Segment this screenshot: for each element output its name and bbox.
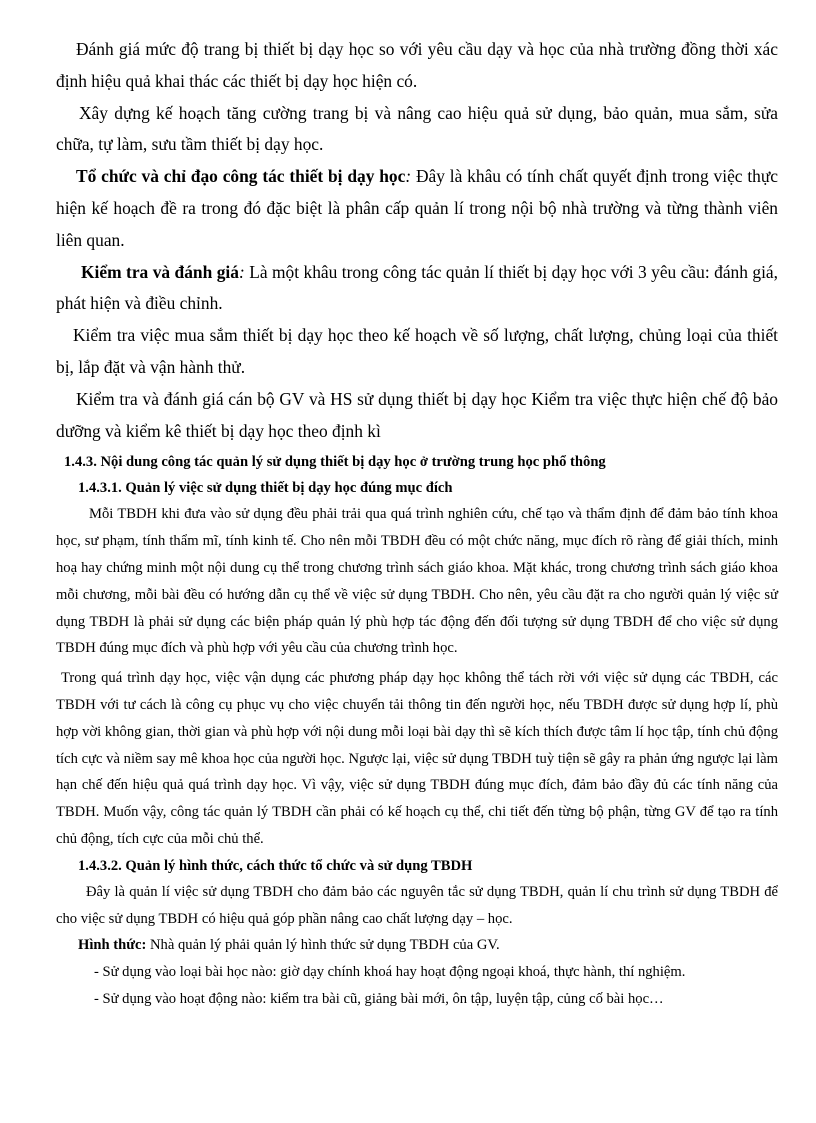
paragraph-organize [56,161,778,256]
paragraph-forms [56,932,778,959]
paragraph-inspect [56,257,778,321]
paragraph-plan: Xây dựng kế hoạch tăng cường trang bị và nâng cao hiệu quả sử dụng, bảo quản, mua sắm, sửa chữa, tự làm, sưu tầm thiết bị dạy học. [56,102,778,155]
list-item-activity-type: - Sử dụng vào hoạt động nào: kiểm tra bài cũ, giảng bài mới, ôn tập, luyện tập, củng cố bài học… [94,990,664,1007]
body-section [56,501,778,852]
heading-1-4-3-1: 1.4.3.1. Quản lý việc sử dụng thiết bị dạy học đúng mục đích [78,480,453,497]
paragraph-teaching-process: Trong quá trình dạy học, việc vận dụng các phương pháp dạy học không thể tách rời với việc sử dụng các TBDH, các TBDH với tư cách là công cụ phục vụ cho việc chuyển tải thông tin đến người học, nếu TBDH được sử dụng hợp lí, phù hợp vời không gian, thời gian và phù hợp với nội dung mỗi loại bài dạy thì sẽ kích thích được tâm lí học tập, tính chủ động tích cực và niềm say mê khoa học của người học. Ngược lại, việc sử dụng TBDH tuỳ tiện sẽ gây ra phản ứng ngược lại làm hạn chế đến hiệu quả quá trình dạy học. Vì vậy, việc sử dụng TBDH đúng mục đích, đảm bảo đầy đủ các tính năng của TBDH. Muốn vậy, công tác quản lý TBDH cần phải có kế hoạch cụ thể, chi tiết đến từng bộ phận, từng GV để tạo ra tính chủ động, tích cực của mỗi chủ thể. [56,670,778,847]
forms-text: Nhà quản lý phải quản lý hình thức sử dụng TBDH của GV. [146,937,500,954]
heading-1-4-3: 1.4.3. Nội dung công tác quản lý sử dụng thiết bị dạy học ở trường trung học phổ thông [64,454,606,471]
organize-term: Tổ chức và chỉ đạo công tác thiết bị dạy học [76,166,406,187]
paragraph-purchase-check: Kiểm tra việc mua sắm thiết bị dạy học theo kế hoạch về số lượng, chất lượng, chủng loại của thiết bị, lắp đặt và vận hành thử. [56,325,778,377]
intro-section [56,34,778,447]
document-page [56,34,778,1013]
inspect-text: Là một khâu trong công tác quản lí thiết bị dạy học với 3 yêu cầu: đánh giá, phát hiện và điều chỉnh. [56,261,778,314]
forms-term: Hình thức: [78,937,147,954]
paragraph-evaluate: Đánh giá mức độ trang bị thiết bị dạy học so với yêu cầu dạy và học của nhà trường đồng thời xác định hiệu quả khai thác các thiết bị dạy học hiện có. [56,39,778,91]
inspect-colon: : [238,261,245,282]
heading-1-4-3-2: 1.4.3.2. Quản lý hình thức, cách thức tổ chức và sử dụng TBDH [78,857,473,874]
paragraph-purpose: Mỗi TBDH khi đưa vào sử dụng đều phải trải qua quá trình nghiên cứu, chế tạo và thẩm định để đảm bảo tính khoa học, sư phạm, tính thẩm mĩ, tính kinh tế. Cho nên mỗi TBDH đều có một chức năng, mục đích rõ ràng để giải thích, minh hoạ hay chứng minh một nội dung cụ thể trong chương trình sách giáo khoa. Mặt khác, trong chương trình sách giáo khoa mỗi chương, mỗi bài đều có hướng dẫn cụ thể về việc sử dụng TBDH. Cho nên, yêu cầu đặt ra cho người quản lý việc sử dụng TBDH là phải sử dụng các biện pháp quản lý phù hợp tác động đến đối tượng sử dụng TBDH để cho việc sử dụng TBDH đúng mục đích và phù hợp với yêu cầu của chương trình học. [56,506,778,657]
organize-colon: : [405,166,412,187]
list-item-lesson-type: - Sử dụng vào loại bài học nào: giờ dạy chính khoá hay hoạt động ngoại khoá, thực hành, thí nghiệm. [94,964,686,981]
forms-section [56,879,778,1013]
organize-text: Đây là khâu có tính chất quyết định trong việc thực hiện kế hoạch đề ra trong đó đặc biệt là phân cấp quản lí trong nội bộ nhà trường và từng thành viên liên quan. [56,166,779,250]
paragraph-staff-check: Kiểm tra và đánh giá cán bộ GV và HS sử dụng thiết bị dạy học Kiểm tra việc thực hiện chế độ bảo dưỡng và kiểm kê thiết bị dạy học theo định kì [56,388,778,441]
paragraph-usage-management: Đây là quản lí việc sử dụng TBDH cho đảm bảo các nguyên tắc sử dụng TBDH, quản lí chu trình sử dụng TBDH để cho việc sử dụng TBDH có hiệu quả góp phần nâng cao chất lượng dạy – học. [56,883,778,927]
inspect-term: Kiểm tra và đánh giá [81,261,239,282]
